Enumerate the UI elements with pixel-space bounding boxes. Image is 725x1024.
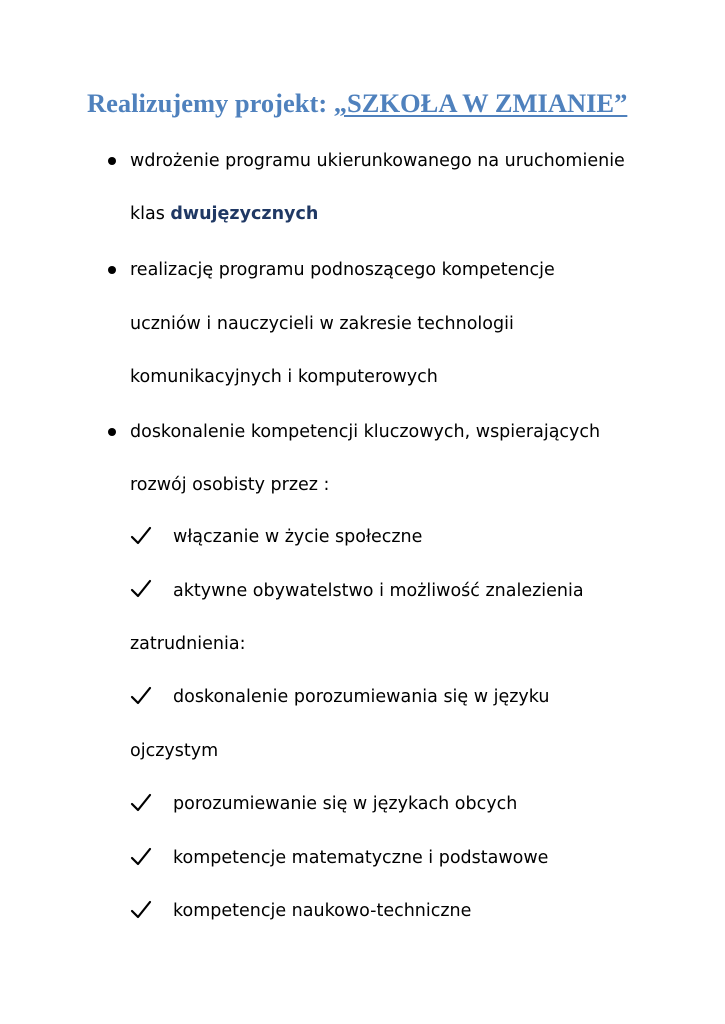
checkmark-icon (130, 685, 152, 707)
checkmark-icon (130, 578, 152, 600)
check-6-line-1: kompetencje naukowo-techniczne (173, 901, 472, 921)
check-5-line-1: kompetencje matematyczne i podstawowe (173, 848, 549, 868)
check-2-line-1: aktywne obywatelstwo i możliwość znalezienia (173, 581, 584, 601)
bullet-3-line-2: rozwój osobisty przez : (130, 475, 330, 495)
bullet-1-line-2-text: klas (130, 204, 171, 224)
bullet-1-accent-word: dwujęzycznych (170, 204, 319, 224)
checkmark-icon (130, 792, 152, 814)
bullet-1-line-2 (130, 198, 318, 230)
check-3-line-2: ojczystym (130, 741, 219, 761)
check-1-line-1: włączanie w życie społeczne (173, 527, 423, 547)
checkmark-icon (130, 899, 152, 921)
bullet-dot-icon (108, 428, 116, 436)
page-title (87, 83, 627, 123)
bullet-2-line-3: komunikacyjnych i komputerowych (130, 367, 438, 387)
checkmark-icon (130, 846, 152, 868)
check-4-line-1: porozumiewanie się w językach obcych (173, 794, 518, 814)
bullet-3-line-1: doskonalenie kompetencji kluczowych, wspierających (130, 422, 601, 442)
check-3-line-1: doskonalenie porozumiewania się w języku (173, 687, 550, 707)
checkmark-icon (130, 525, 152, 547)
bullet-1-line-1: wdrożenie programu ukierunkowanego na uruchomienie (130, 151, 625, 171)
bullet-dot-icon (108, 266, 116, 274)
bullet-2-line-1: realizację programu podnoszącego kompetencje (130, 260, 555, 280)
check-2-line-2: zatrudnienia: (130, 634, 246, 654)
bullet-dot-icon (108, 157, 116, 165)
bullet-2-line-2: uczniów i nauczycieli w zakresie technologii (130, 314, 514, 334)
title-project-name: „SZKOŁA W ZMIANIE” (333, 88, 628, 118)
title-prefix: Realizujemy projekt: (87, 88, 334, 118)
